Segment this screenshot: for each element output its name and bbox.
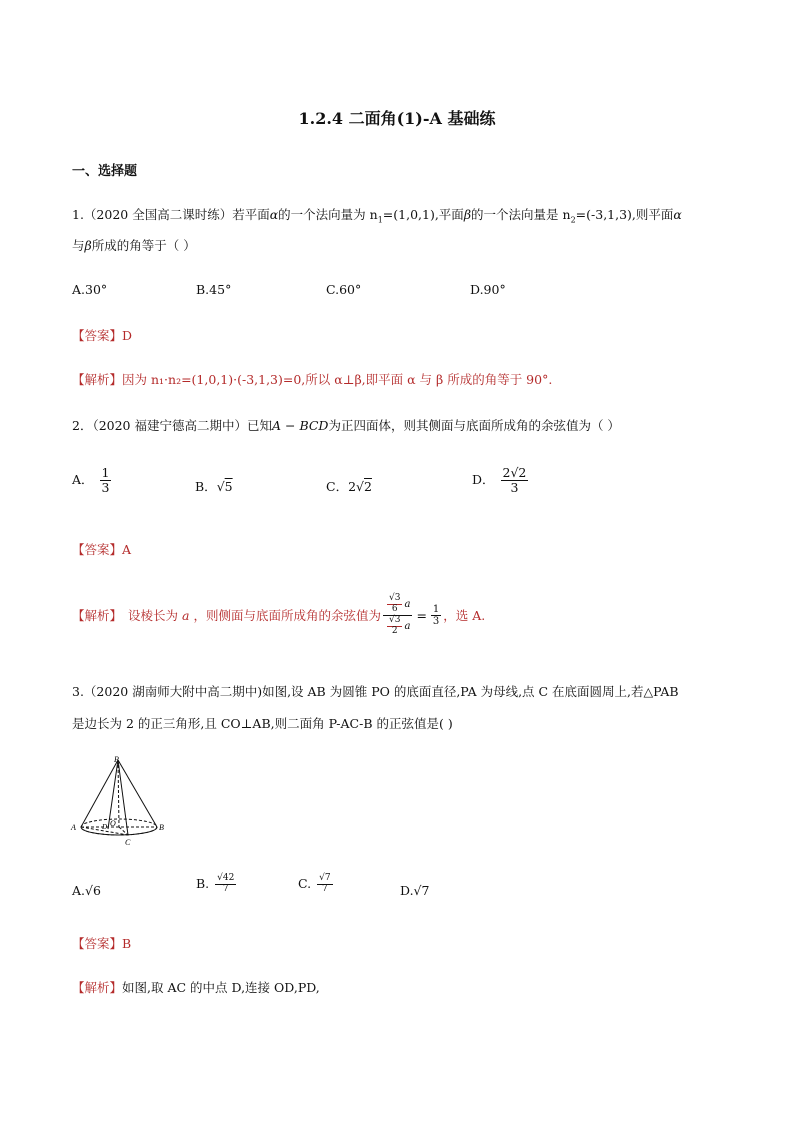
q3-analysis: 【解析】如图,取 AC 的中点 D,连接 OD,PD, [72,980,320,995]
cone-base-front [81,827,157,835]
q2-option-c: C．2√2 [326,479,372,494]
q2-option-a: A． $\frac{1}{3}$ [72,465,110,495]
q3-stem-line2: 是边长为 2 的正三角形,且 CO⊥AB,则二面角 P-AC-B 的正弦值是( ) [72,716,453,731]
section-heading: 一、选择题 [72,164,138,179]
q1-option-c: C.60° [326,282,362,297]
label-o: O [110,819,116,828]
q1-stem-line1: 1.（2020 全国高二课时练）若平面α的一个法向量为 $n_1=(1,0,1)$,平面β的一个法向量是 $n_2=(-3,1,3)$,则平面α [72,207,682,225]
page-title: 1.2.4 二面角(1)-A 基础练 [298,109,496,128]
label-a: A [71,823,76,832]
edge-pa [81,760,118,827]
q2-answer: 【答案】A [72,542,132,557]
q3-stem-line1: 3.（2020 湖南师大附中高二期中)如图,设 AB 为圆锥 PO 的底面直径,PA 为母线,点 C 在底面圆周上,若△PAB [72,684,679,699]
q1-option-a: A.30° [72,282,108,297]
label-d: D [102,823,108,831]
q2-option-b: B．√5 [195,479,233,494]
q3-option-b: B. $\frac{√42}{7}$ [196,873,235,894]
q2-analysis: 【解析】 设棱长为 a ，则侧面与底面所成角的余弦值为 $\frac{√3}{6}$ a $\frac{√3}{2}$ a = $\frac{1}{3}$ ，选 A. [72,593,486,636]
q1-option-d: D.90° [470,282,506,297]
q1-stem-line2: 与β所成的角等于（ ） [72,238,196,253]
q3-option-d: D.√7 [400,883,430,898]
cone-figure [68,755,178,850]
edge-pb [118,760,157,827]
label-p: P [114,755,119,764]
q3-option-a: A.√6 [72,883,101,898]
edge-pc [118,760,128,835]
q2-analysis-fraction: $\frac{√3}{6}$ a $\frac{√3}{2}$ a [383,594,412,637]
label-b: B [159,823,164,832]
q1-option-b: B.45° [196,282,232,297]
q3-answer: 【答案】B [72,936,132,951]
q2-stem: 2．（2020 福建宁德高二期中）已知A − BCD为正四面体，则其侧面与底面所成角的余弦值为（ ） [72,418,620,433]
q1-analysis: 【解析】因为 n₁·n₂=(1,0,1)·(-3,1,3)=0,所以 α⊥β,即平面 α 与 β 所成的角等于 90°. [72,372,553,387]
label-c: C [125,838,131,847]
q1-answer: 【答案】D [72,328,133,343]
q2-option-d: D． $\frac{2√2}{3}$ [472,465,527,495]
q3-option-c: C. $\frac{√7}{7}$ [298,873,331,894]
